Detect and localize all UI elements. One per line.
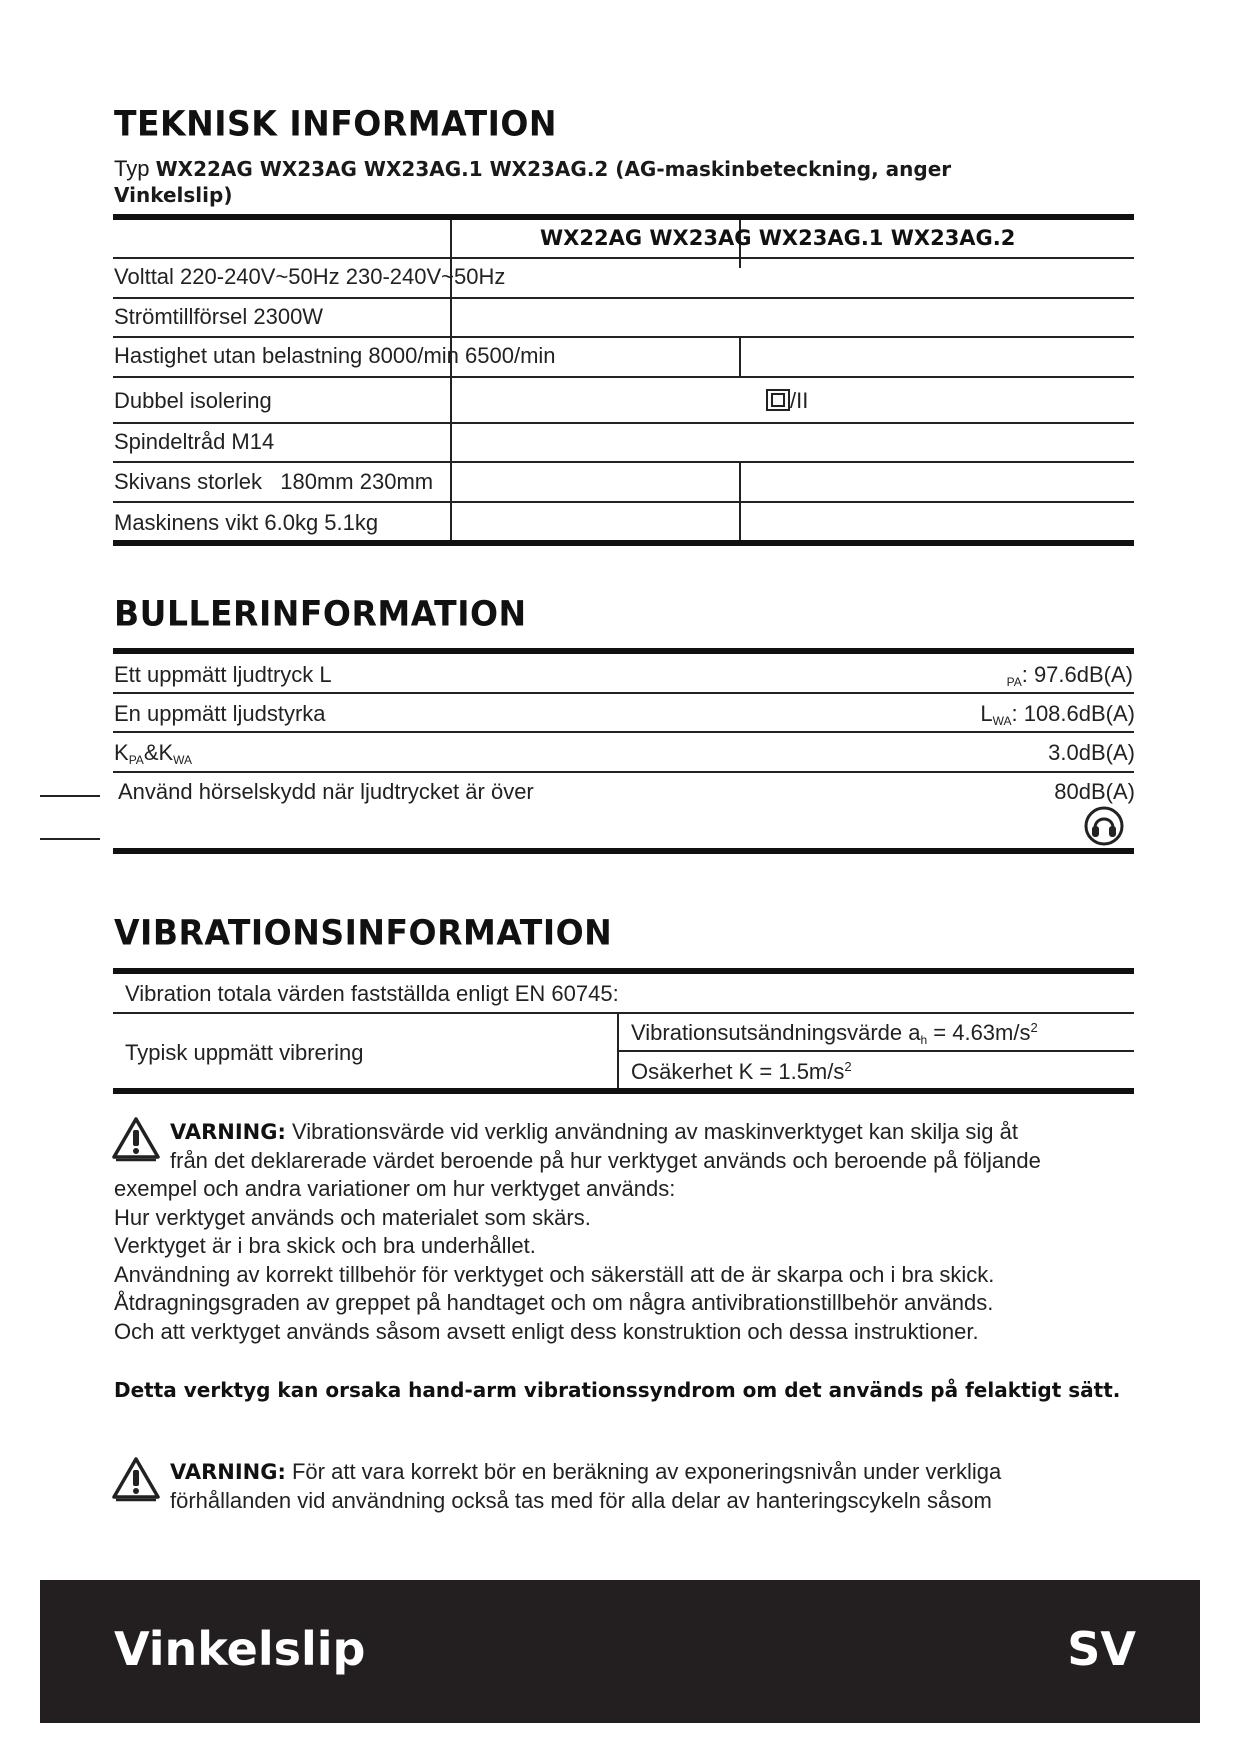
row-rule — [113, 731, 1134, 733]
footer-language-code: SV — [1067, 1622, 1136, 1676]
row-rule — [113, 257, 1134, 259]
table-top-rule — [113, 214, 1134, 220]
noise-power-value: $L_{WA}$: 108.6dB(A) — [980, 701, 1135, 728]
table-bottom-rule — [113, 540, 1134, 546]
row-voltage: Volttal 220-240V~50Hz 230-240V~50Hz — [114, 264, 506, 289]
row-rule — [113, 422, 1134, 424]
margin-mark — [40, 795, 100, 797]
noise-pressure-sub: PA — [1006, 675, 1022, 689]
row-rule — [113, 771, 1134, 773]
type-line — [114, 156, 1054, 208]
row-double-insulation: Dubbel isolering — [114, 388, 272, 413]
technical-heading: TEKNISK INFORMATION — [114, 103, 558, 144]
vibration-top-rule — [113, 968, 1134, 974]
row-weight: Maskinens vikt 6.0kg 5.1kg — [114, 510, 379, 535]
noise-power-label: En uppmätt ljudstyrka — [114, 701, 326, 726]
footer-title: Vinkelslip — [114, 1622, 366, 1676]
row-speed: Hastighet utan belastning 8000/min 6500/min — [114, 343, 556, 368]
noise-top-rule — [113, 648, 1134, 654]
table-divider-2b — [739, 336, 741, 376]
double-insulation-icon — [766, 389, 790, 411]
row-rule — [113, 336, 1134, 338]
margin-mark — [40, 838, 100, 840]
ear-protection-icon — [1084, 806, 1124, 846]
warning-2-label: VARNING: — [170, 1460, 286, 1484]
vibration-typical-label: Typisk uppmätt vibrering — [125, 1040, 364, 1065]
double-insulation-value — [766, 388, 808, 414]
double-insulation-class: /II — [790, 388, 809, 413]
hearing-protection-label: Använd hörselskydd när ljudtrycket är över — [118, 779, 534, 804]
warning-1-text: VARNING: Vibrationsvärde vid verklig användning av maskinverktyget kan skilja sig åt från det deklarerade värdet beroende på hur verktyget används och beroende på följande exempel och andra variationer om hur verktyget används: Hur verktyget används och materialet som skärs. Verktyget är i bra skick och bra underhållet. Användning av korrekt tillbehör för verktyget och säkerställ att de är skarpa och i bra skick. Åtdragningsgraden av greppet på handtaget och om några antivibrationstillbehör används. Och att verktyget används såsom avsett enligt dess konstruktion och dessa instruktioner. — [114, 1119, 1041, 1344]
warning-1-label: VARNING: — [170, 1120, 286, 1144]
hand-arm-note: Detta verktyg kan orsaka hand-arm vibrationssyndrom om det används på felaktigt sätt. — [114, 1378, 1121, 1402]
noise-pressure-value: $_{PA}$: 97.6dB(A) — [1006, 662, 1133, 689]
row-rule — [618, 1050, 1134, 1052]
row-rule — [113, 692, 1134, 694]
row-rule — [113, 1012, 1134, 1014]
vibration-emission: Vibrationsutsändningsvärde $a_h = 4.63m/s^2$ — [631, 1020, 1038, 1047]
row-rule — [113, 297, 1134, 299]
row-rule — [113, 461, 1134, 463]
vibration-total-label: Vibration totala värden fastställda enligt EN 60745: — [125, 981, 619, 1006]
warning-2-text: VARNING: För att vara korrekt bör en beräkning av exponeringsnivån under verkliga förhållanden vid användning också tas med för alla delar av hanteringscykeln såsom — [170, 1459, 1002, 1513]
noise-uncertainty-label: $K_{PA}\&K_{WA}$ — [114, 740, 193, 767]
type-prefix: Typ — [114, 156, 150, 181]
noise-bottom-rule — [113, 848, 1134, 854]
noise-heading: BULLERINFORMATION — [114, 593, 527, 634]
row-power: Strömtillförsel 2300W — [114, 304, 324, 329]
row-spindle: Spindeltråd M14 — [114, 429, 275, 454]
row-rule — [113, 501, 1134, 503]
type-text: WX22AG WX23AG WX23AG.1 WX23AG.2 (AG-maskinbeteckning, anger Vinkelslip) — [114, 157, 952, 207]
noise-pressure-label: Ett uppmätt ljudtryck L — [114, 662, 332, 687]
footer-bar — [40, 1580, 1200, 1723]
vibration-bottom-rule — [113, 1088, 1134, 1094]
row-disc-size: Skivans storlek 180mm 230mm — [114, 469, 434, 494]
hearing-protection-value: 80dB(A) — [1054, 779, 1135, 804]
table-header: WX22AG WX23AG WX23AG.1 WX23AG.2 — [540, 226, 1016, 250]
vibration-heading: VIBRATIONSINFORMATION — [114, 912, 613, 953]
noise-uncertainty-value: 3.0dB(A) — [1048, 740, 1135, 765]
row-rule — [113, 376, 1134, 378]
vibration-uncertainty: Osäkerhet $K = 1.5m/s^2$ — [631, 1059, 852, 1084]
